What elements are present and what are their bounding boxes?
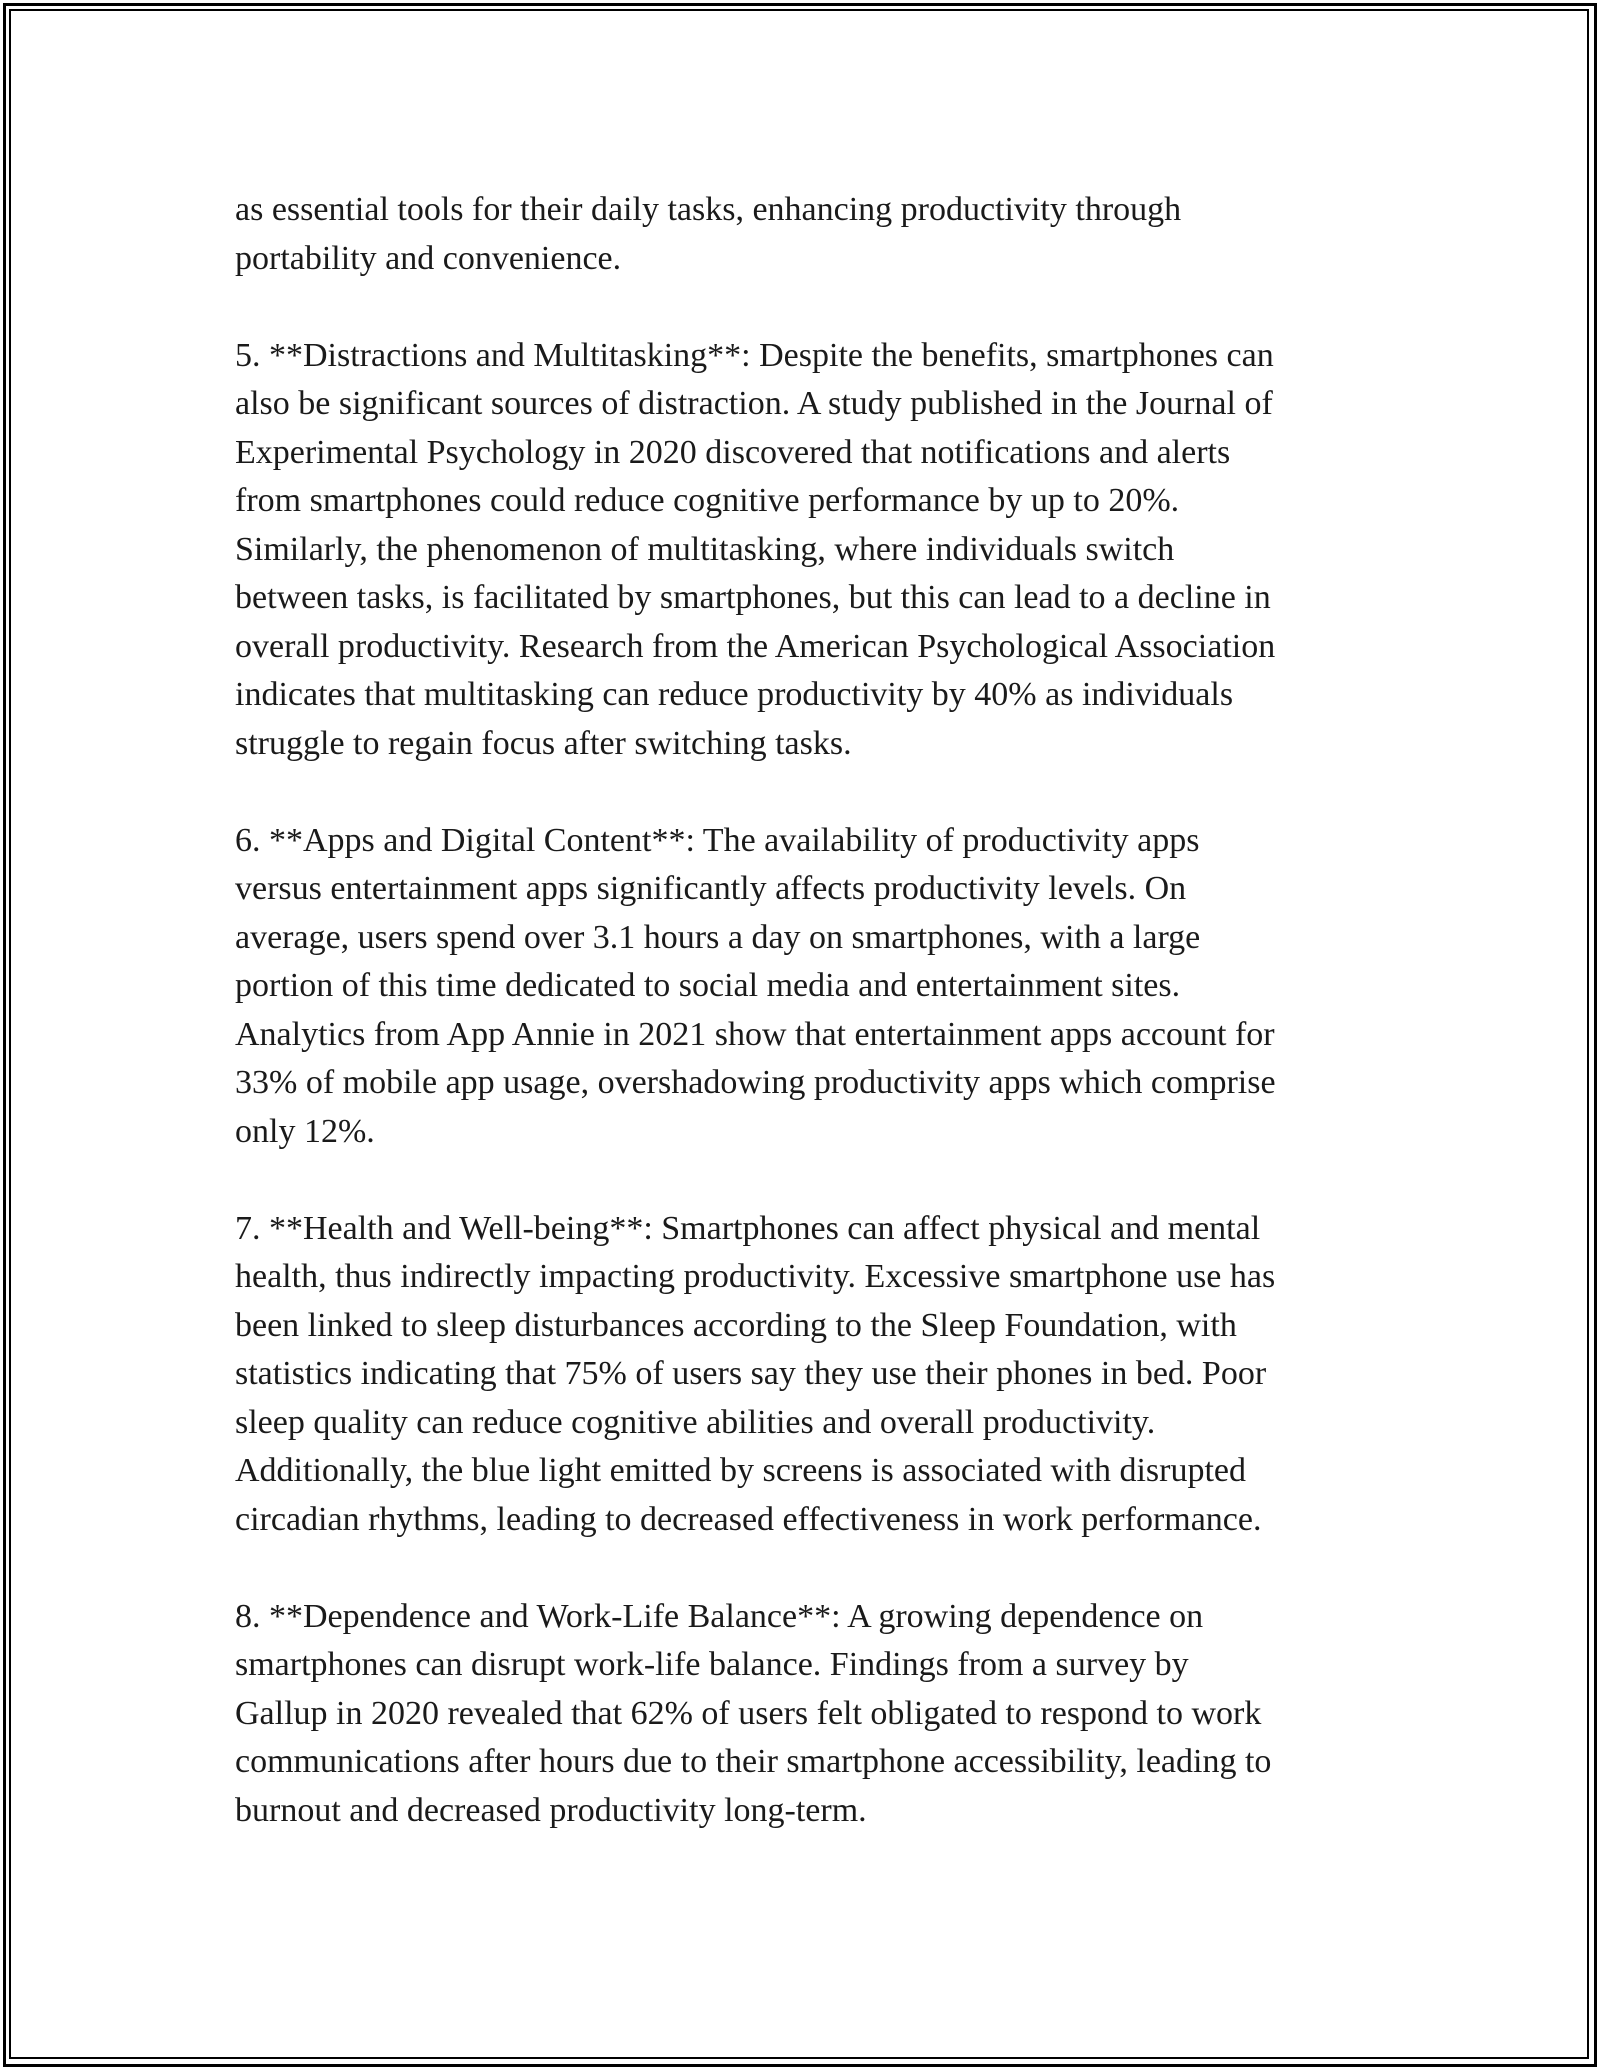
text-line: average, users spend over 3.1 hours a day on smartphones, with a large [235,918,1201,956]
text-line: Additionally, the blue light emitted by screens is associated with disrupted [235,1452,1246,1489]
text-line: Gallup in 2020 revealed that 62% of users felt obligated to respond to work [235,1694,1262,1732]
text-line: smartphones can disrupt work-life balance. Findings from a survey by [235,1646,1189,1683]
text-line: overall productivity. Research from the American Psychological Association [235,627,1276,665]
text-line: been linked to sleep disturbances according to the Sleep Foundation, with [235,1306,1237,1344]
text-line: 5. **Distractions and Multitasking**: Despite the benefits, smartphones can [235,336,1274,374]
paragraph-distractions-multitasking [235,332,1375,769]
text-line: portion of this time dedicated to social media and entertainment sites. [235,967,1181,1004]
text-line: burnout and decreased productivity long-term. [235,1791,867,1829]
paragraph-health-well-being [235,1205,1375,1545]
text-line: as essential tools for their daily tasks, enhancing productivity through [235,191,1182,228]
paragraph-apps-digital-content [235,817,1375,1157]
paragraph-continuation [235,186,1375,283]
text-line: 7. **Health and Well-being**: Smartphones can affect physical and mental [235,1209,1261,1247]
text-line: 6. **Apps and Digital Content**: The availability of productivity apps [235,821,1200,859]
text-line: sleep quality can reduce cognitive abilities and overall productivity. [235,1403,1156,1441]
text-line: versus entertainment apps significantly affects productivity levels. On [235,870,1187,907]
text-line: circadian rhythms, leading to decreased effectiveness in work performance. [235,1500,1262,1538]
text-line: 8. **Dependence and Work-Life Balance**: A growing dependence on [235,1597,1204,1635]
text-line: 33% of mobile app usage, overshadowing productivity apps which comprise [235,1064,1276,1101]
text-line: portability and convenience. [235,239,622,277]
text-line: struggle to regain focus after switching tasks. [235,724,852,762]
text-line: Analytics from App Annie in 2021 show that entertainment apps account for [235,1015,1275,1053]
text-line: indicates that multitasking can reduce productivity by 40% as individuals [235,676,1234,713]
text-line: statistics indicating that 75% of users say they use their phones in bed. Poor [235,1355,1267,1392]
text-line: also be significant sources of distraction. A study published in the Journal of [235,385,1273,422]
text-line: communications after hours due to their smartphone accessibility, leading to [235,1743,1272,1780]
paragraph-dependence-work-life-balance [235,1593,1375,1836]
text-line: Similarly, the phenomenon of multitasking, where individuals switch [235,530,1175,568]
text-line: only 12%. [235,1112,375,1150]
text-line: between tasks, is facilitated by smartphones, but this can lead to a decline in [235,579,1271,616]
document-body [235,186,1375,1884]
text-line: health, thus indirectly impacting productivity. Excessive smartphone use has [235,1258,1276,1295]
text-line: Experimental Psychology in 2020 discovered that notifications and alerts [235,433,1231,471]
text-line: from smartphones could reduce cognitive performance by up to 20%. [235,482,1180,519]
